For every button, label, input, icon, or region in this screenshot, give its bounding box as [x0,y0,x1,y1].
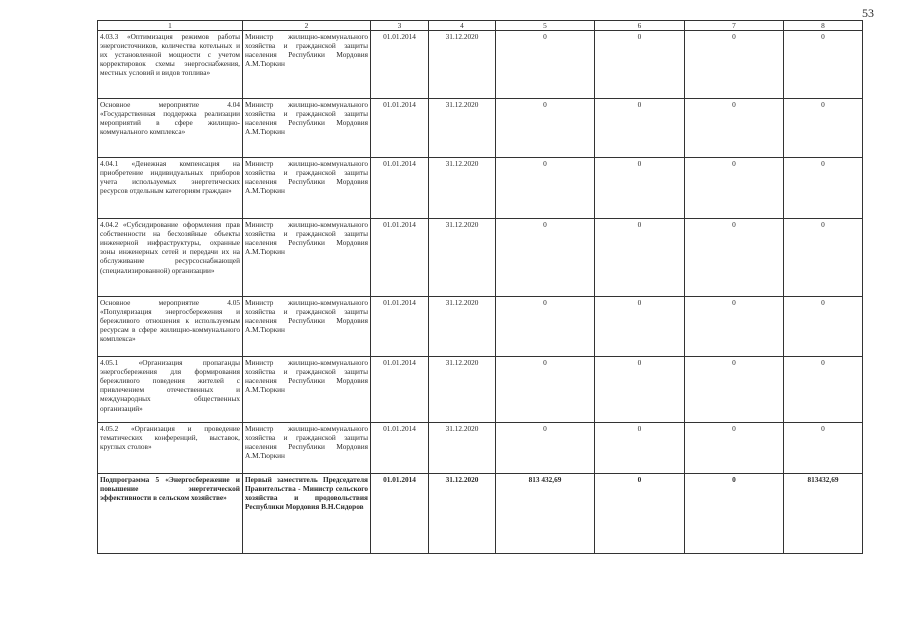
end-date: 31.12.2020 [429,357,496,423]
start-date: 01.01.2014 [371,357,429,423]
activity-name: 4.04.2 «Субсидирование оформления прав собственности на бесхозяйные объекты инженерной инфраструктуры, охранные зоны инженерных сетей и передачи их на обслуживание ресурсоснабжающей (специализированной) организации» [98,219,243,297]
value-col6: 0 [595,158,685,219]
activity-name: Подпрограмма 5 «Энергосбережение и повышение энергетической эффективности в сельском хозяйстве» [98,474,243,554]
value-col8: 0 [784,158,863,219]
table-row [98,31,863,99]
column-number: 1 [98,21,243,31]
program-table [97,20,863,554]
value-col7: 0 [685,219,784,297]
start-date: 01.01.2014 [371,158,429,219]
end-date: 31.12.2020 [429,158,496,219]
value-col5: 0 [496,158,595,219]
value-col7: 0 [685,99,784,158]
value-col8: 0 [784,219,863,297]
responsible-person: Министр жилищно-коммунального хозяйства и гражданской защиты населения Республики Мордовия А.М.Тюркин [243,31,371,99]
column-number: 8 [784,21,863,31]
responsible-person: Министр жилищно-коммунального хозяйства и гражданской защиты населения Республики Мордовия А.М.Тюркин [243,297,371,357]
value-col5: 0 [496,99,595,158]
responsible-person: Первый заместитель Председателя Правительства - Министр сельского хозяйства и продовольствия Республики Мордовия В.Н.Сидоров [243,474,371,554]
end-date: 31.12.2020 [429,219,496,297]
column-number-row [98,21,863,31]
table-row [98,423,863,474]
value-col5: 0 [496,357,595,423]
end-date: 31.12.2020 [429,297,496,357]
value-col5: 0 [496,219,595,297]
value-col7: 0 [685,31,784,99]
value-col5: 0 [496,423,595,474]
value-col5: 0 [496,297,595,357]
responsible-person: Министр жилищно-коммунального хозяйства и гражданской защиты населения Республики Мордовия А.М.Тюркин [243,158,371,219]
value-col6: 0 [595,474,685,554]
start-date: 01.01.2014 [371,219,429,297]
value-col8: 0 [784,297,863,357]
table-row [98,219,863,297]
table-row [98,158,863,219]
value-col8: 0 [784,31,863,99]
value-col5: 0 [496,31,595,99]
column-number: 3 [371,21,429,31]
value-col7: 0 [685,158,784,219]
start-date: 01.01.2014 [371,423,429,474]
table-row [98,99,863,158]
start-date: 01.01.2014 [371,297,429,357]
value-col6: 0 [595,99,685,158]
table-row [98,297,863,357]
start-date: 01.01.2014 [371,31,429,99]
start-date: 01.01.2014 [371,474,429,554]
responsible-person: Министр жилищно-коммунального хозяйства и гражданской защиты населения Республики Мордовия А.М.Тюркин [243,357,371,423]
table-row [98,474,863,554]
activity-name: 4.05.1 «Организация пропаганды энергосбережения для формирования бережливого поведения жителей с привлечением отечественных и международных общественных организаций» [98,357,243,423]
value-col6: 0 [595,357,685,423]
activity-name: 4.04.1 «Денежная компенсация на приобретение индивидуальных приборов учета используемых энергетических ресурсов отдельным категориям граждан» [98,158,243,219]
end-date: 31.12.2020 [429,474,496,554]
value-col8: 0 [784,357,863,423]
activity-name: Основное мероприятие 4.05 «Популяризация энергосбережения и бережливого отношения к используемым ресурсам в сфере жилищно-коммунального комплекса» [98,297,243,357]
value-col7: 0 [685,423,784,474]
end-date: 31.12.2020 [429,423,496,474]
value-col7: 0 [685,297,784,357]
column-number: 5 [496,21,595,31]
table-row [98,357,863,423]
end-date: 31.12.2020 [429,31,496,99]
start-date: 01.01.2014 [371,99,429,158]
responsible-person: Министр жилищно-коммунального хозяйства и гражданской защиты населения Республики Мордовия А.М.Тюркин [243,219,371,297]
activity-name: Основное мероприятие 4.04 «Государственная поддержка реализации мероприятий в сфере жилищно-коммунального комплекса» [98,99,243,158]
column-number: 6 [595,21,685,31]
value-col8: 0 [784,99,863,158]
column-number: 2 [243,21,371,31]
end-date: 31.12.2020 [429,99,496,158]
value-col5: 813 432,69 [496,474,595,554]
value-col6: 0 [595,219,685,297]
value-col6: 0 [595,423,685,474]
value-col7: 0 [685,357,784,423]
value-col6: 0 [595,297,685,357]
activity-name: 4.03.3 «Оптимизация режимов работы энергоисточников, количества котельных и их установленной мощности с учетом корректировок схемы энергоснабжения, местных условий и видов топлива» [98,31,243,99]
value-col7: 0 [685,474,784,554]
value-col6: 0 [595,31,685,99]
value-col8: 0 [784,423,863,474]
responsible-person: Министр жилищно-коммунального хозяйства и гражданской защиты населения Республики Мордовия А.М.Тюркин [243,99,371,158]
page-number: 53 [862,6,874,20]
column-number: 7 [685,21,784,31]
value-col8: 813432,69 [784,474,863,554]
column-number: 4 [429,21,496,31]
responsible-person: Министр жилищно-коммунального хозяйства и гражданской защиты населения Республики Мордовия А.М.Тюркин [243,423,371,474]
activity-name: 4.05.2 «Организация и проведение тематических конференций, выставок, круглых столов» [98,423,243,474]
